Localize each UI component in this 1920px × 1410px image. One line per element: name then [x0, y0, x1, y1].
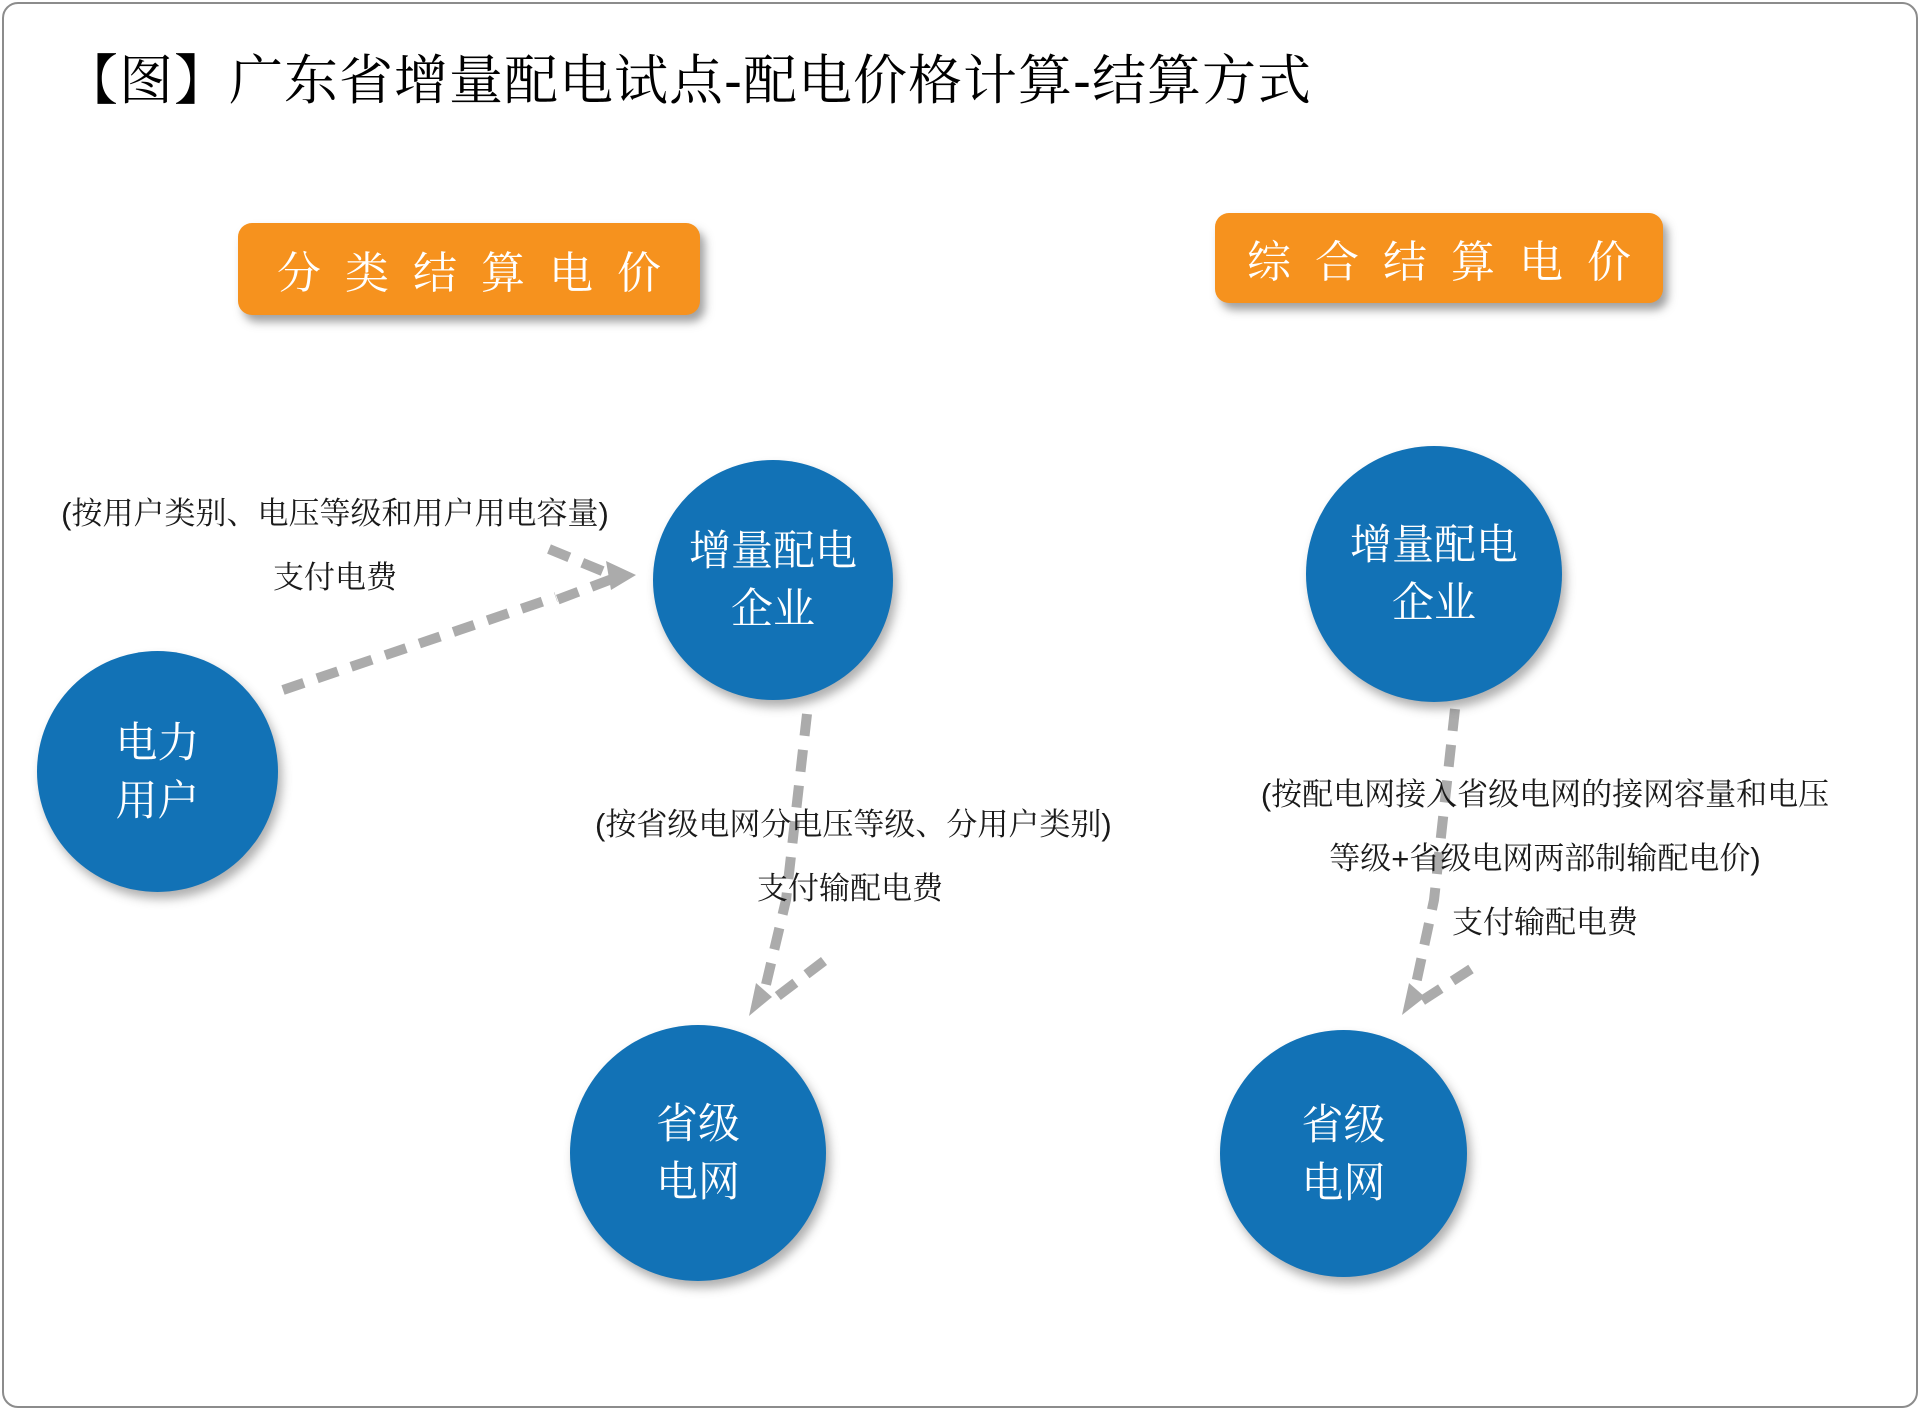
- node-incremental-distribution-left: [653, 460, 893, 700]
- page-title: 【图】广东省增量配电试点-配电价格计算-结算方式: [64, 51, 1312, 111]
- badge-classified-label: 分类结算电价: [277, 249, 685, 298]
- annotation-pay-transmission-right-line3: 支付输配电费: [1452, 905, 1638, 940]
- annotation-pay-transmission-left-line1: (按省级电网分电压等级、分用户类别): [595, 807, 1112, 842]
- node-incremental-left-line1: 增量配电: [688, 527, 857, 575]
- node-provincial-right-line2: 电网: [1301, 1158, 1386, 1206]
- node-provincial-left-line1: 省级: [655, 1100, 740, 1148]
- badge-classified-pricing: [238, 223, 700, 315]
- annotation-pay-electricity-line1: (按用户类别、电压等级和用户用电容量): [61, 496, 609, 531]
- node-power-user-line1: 电力: [115, 718, 200, 766]
- arrowhead-icon: [1402, 983, 1425, 1015]
- node-provincial-right-line1: 省级: [1301, 1100, 1386, 1148]
- badge-comprehensive-label: 综合结算电价: [1247, 238, 1655, 287]
- node-provincial-grid-left: [570, 1025, 826, 1281]
- node-incremental-right-line2: 企业: [1391, 579, 1476, 626]
- annotation-pay-electricity-line2: 支付电费: [273, 560, 397, 595]
- node-incremental-right-line1: 增量配电: [1349, 521, 1518, 569]
- annotation-pay-transmission-left-line2: 支付输配电费: [757, 871, 943, 906]
- annotation-pay-transmission-left: [595, 793, 1112, 921]
- annotation-pay-transmission-right-line2: 等级+省级电网两部制输配电价): [1329, 841, 1761, 876]
- node-incremental-left-line2: 企业: [730, 585, 815, 632]
- annotation-pay-transmission-right-line1: (按配电网接入省级电网的接网容量和电压: [1260, 777, 1830, 812]
- annotation-pay-transmission-right: [1200, 763, 1890, 955]
- badge-comprehensive-pricing: [1215, 213, 1663, 303]
- annotation-pay-electricity: [25, 482, 645, 610]
- node-provincial-grid-right: [1220, 1030, 1467, 1277]
- node-provincial-left-line2: 电网: [655, 1158, 740, 1205]
- node-power-user-line2: 用户: [115, 776, 200, 824]
- node-power-user: [37, 651, 278, 892]
- node-incremental-distribution-right: [1306, 446, 1562, 702]
- arrowhead-icon: [749, 983, 772, 1016]
